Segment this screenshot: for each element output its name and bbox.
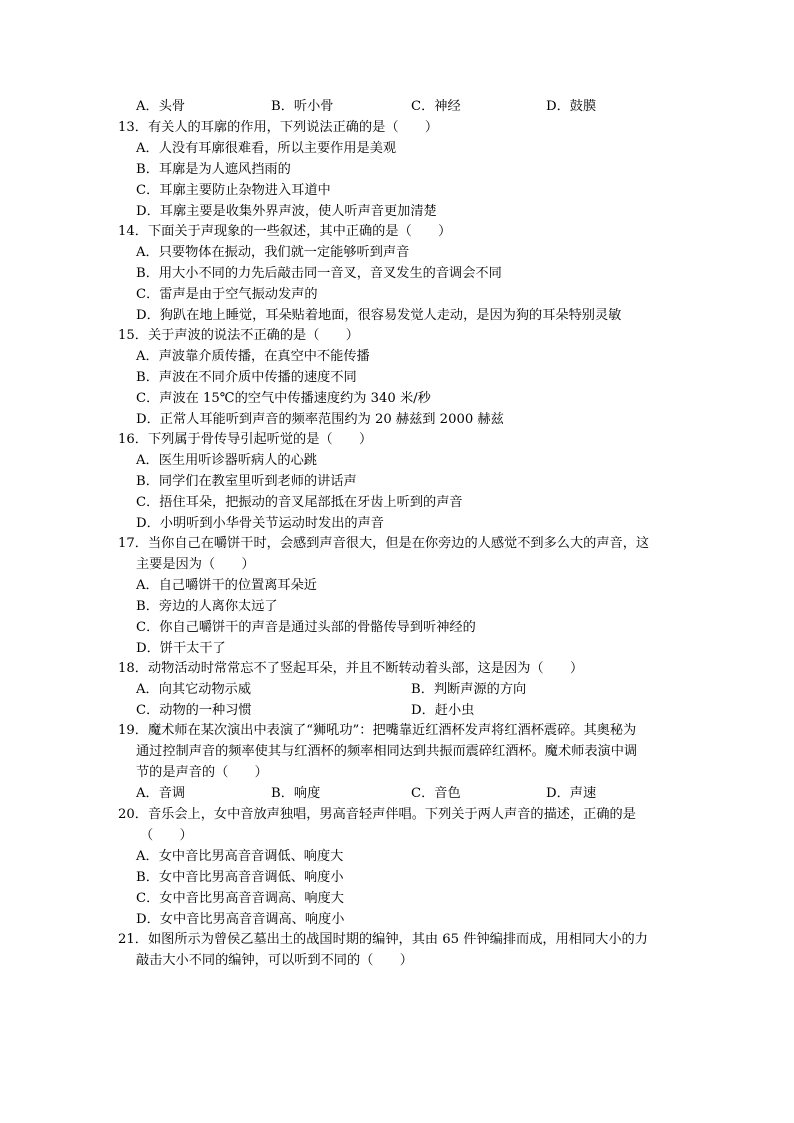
q21-stem-line2: 敲击大小不同的编钟，可以听到不同的（ ） [136,953,413,968]
q12-option-c: C．神经 [411,99,461,114]
q20-option-c: C．女中音比男高音音调高、响度大 [136,891,344,906]
q14-option-d: D．狗趴在地上睡觉，耳朵贴着地面，很容易发觉人走动，是因为狗的耳朵特别灵敏 [136,308,622,323]
q14-option-c: C．雷声是由于空气振动发声的 [136,287,318,302]
q16-option-b: B．同学们在教室里听到老师的讲话声 [136,474,357,489]
q18-option-b: B．判断声源的方向 [411,682,527,697]
q19-option-a: A．音调 [136,786,186,801]
q20-option-a: A．女中音比男高音音调低、响度大 [136,849,344,864]
q15-option-a: A．声波靠介质传播，在真空中不能传播 [136,349,370,364]
q19-option-b: B．响度 [271,786,321,801]
q19-stem-line1: 19．魔术师在某次演出中表演了“狮吼功”：把嘴靠近红酒杯发声将红酒杯震碎。其奥秘为 [118,723,637,738]
q16-option-a: A．医生用听诊器听病人的心跳 [136,453,317,468]
q16-stem: 16．下列属于骨传导引起听觉的是（ ） [118,432,373,447]
q13-option-c: C．耳廓主要防止杂物进入耳道中 [136,183,331,198]
q17-stem-line2: 主要是因为（ ） [136,557,255,572]
q12-option-b: B．听小骨 [271,99,334,114]
q20-option-b: B．女中音比男高音音调低、响度小 [136,870,344,885]
q12-option-a: A．头骨 [136,99,186,114]
q18-stem: 18．动物活动时常常忘不了竖起耳朵，并且不断转动着头部，这是因为（ ） [118,661,584,676]
q15-option-b: B．声波在不同介质中传播的速度不同 [136,370,357,385]
q14-stem: 14．下面关于声现象的一些叙述，其中正确的是（ ） [118,224,452,239]
q20-option-d: D．女中音比男高音音调高、响度小 [136,912,345,927]
q19-stem-line2: 通过控制声音的频率使其与红酒杯的频率相同达到共振而震碎红酒杯。魔术师表演中调 [136,744,638,759]
q12-option-d: D．鼓膜 [546,99,597,114]
q17-option-d: D．饼干太干了 [136,641,226,656]
q17-option-c: C．你自己嚼饼干的声音是通过头部的骨骼传导到听神经的 [136,620,476,635]
q18-option-a: A．向其它动物示威 [136,682,252,697]
q15-option-d: D．正常人耳能听到声音的频率范围约为 20 赫兹到 2000 赫兹 [136,412,504,427]
q17-stem-line1: 17．当你自己在嚼饼干时，会感到声音很大，但是在你旁边的人感觉不到多么大的声音，这 [118,536,650,551]
q19-option-c: C．音色 [411,786,461,801]
q13-option-b: B．耳廓是为人遮风挡雨的 [136,162,291,177]
q14-option-b: B．用大小不同的力先后敲击同一音叉，音叉发生的音调会不同 [136,266,502,281]
q13-stem: 13．有关人的耳廓的作用，下列说法正确的是（ ） [118,120,439,135]
q15-option-c: C．声波在 15℃的空气中传播速度约为 340 米/秒 [136,391,431,406]
q20-stem-line1: 20．音乐会上，女中音放声独唱，男高音轻声伴唱。下列关于两人声音的描述，正确的是 [118,807,636,822]
q20-stem-line2: （ ） [140,828,193,843]
q14-option-a: A．只要物体在振动，我们就一定能够听到声音 [136,245,410,260]
q21-stem-line1: 21．如图所示为曾侯乙墓出土的战国时期的编钟，其由 65 件钟编排而成，用相同大小的力 [118,932,648,947]
q17-option-b: B．旁边的人离你太远了 [136,599,278,614]
q19-option-d: D．声速 [546,786,597,801]
q19-stem-line3: 节的是声音的（ ） [136,765,268,780]
q17-option-a: A．自己嚼饼干的位置离耳朵近 [136,578,317,593]
q15-stem: 15．关于声波的说法不正确的是（ ） [118,328,359,343]
q18-option-d: D．赶小虫 [411,703,475,718]
q16-option-c: C．捂住耳朵，把振动的音叉尾部抵在牙齿上听到的声音 [136,495,463,510]
q13-option-a: A．人没有耳廓很难看，所以主要作用是美观 [136,141,397,156]
q16-option-d: D．小明听到小华骨关节运动时发出的声音 [136,516,384,531]
q18-option-c: C．动物的一种习惯 [136,703,252,718]
q13-option-d: D．耳廓主要是收集外界声波，使人听声音更加清楚 [136,204,437,219]
